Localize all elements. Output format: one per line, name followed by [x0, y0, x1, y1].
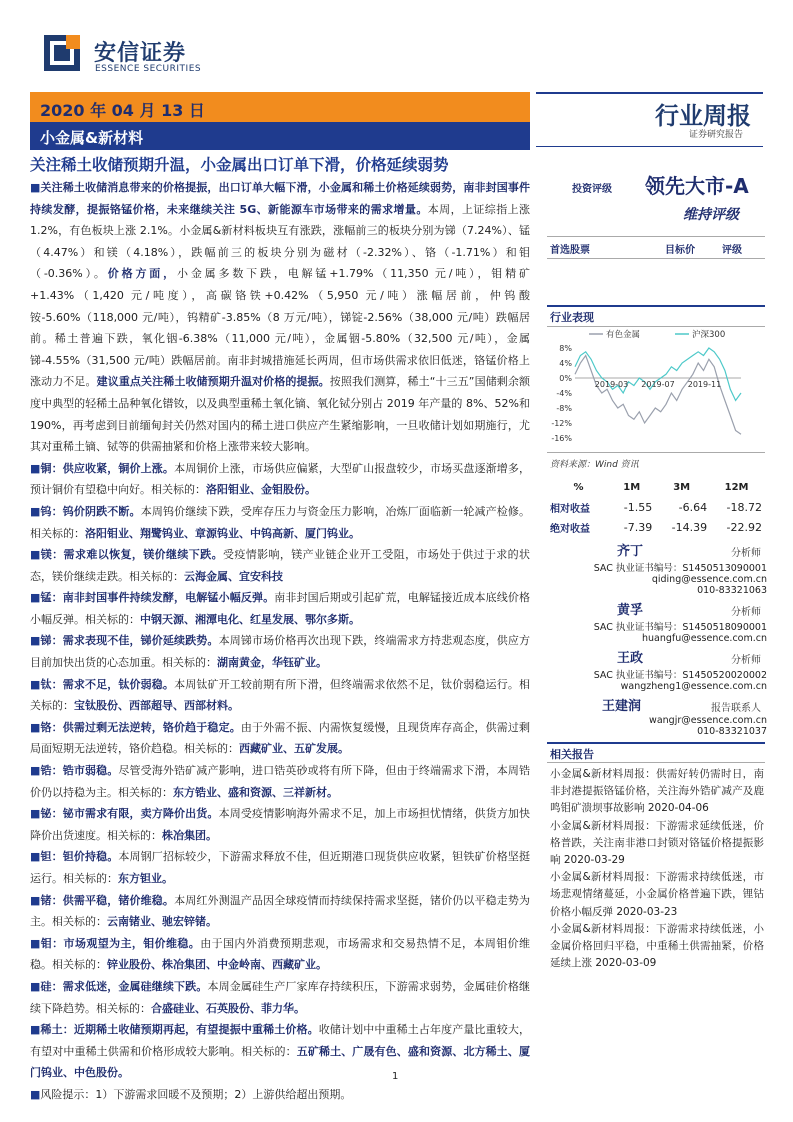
- sector-name: 小金属&新材料: [40, 129, 144, 147]
- paragraph-item: ■钼：市场观望为主，钼价维稳。由于国内外消费预期悲观，市场需求和交易热情不足，本周钼价维稳。相关标的：锌业股份、株冶集团、中金岭南、西藏矿业。: [30, 936, 530, 972]
- paragraph-item: ■硅：需求低迷，金属硅继续下跌。本周金属硅生产厂家库存持续积压，下游需求弱势，金属硅价格继续下降趋势。相关标的：合盛硅业、石英股份、菲力华。: [30, 979, 530, 1015]
- legend-label: 有色金属: [606, 330, 641, 340]
- table-cell: 绝对收益: [550, 523, 590, 535]
- square-bullet-icon: ■: [30, 181, 41, 194]
- y-tick-label: -16%: [551, 434, 572, 443]
- analyst-cert: SAC 执业证书编号：S1450518090001: [593, 622, 767, 633]
- analyst-email[interactable]: wangjr@essence.com.cn: [649, 715, 767, 726]
- analyst-name: 王政: [617, 651, 644, 666]
- divider: [547, 742, 765, 744]
- analyst-block: [547, 540, 767, 737]
- performance-chart: [545, 326, 767, 451]
- related-report-link[interactable]: 小金属&新材料周报：下游需求延续低迷，价格普跌，关注南非港口封锁对铬锰价格提振影响 2020-03-29: [550, 819, 764, 867]
- analyst-name: 齐丁: [617, 544, 644, 559]
- analyst-cert: SAC 执业证书编号：S1450513090001: [593, 563, 767, 574]
- performance-table: [548, 477, 764, 537]
- divider: [547, 236, 765, 237]
- paragraph-item: ■铬：供需过剩无法逆转，铬价趋于稳定。由于外需不振、内需恢复缓慢，且现货库存高企，供需过剩局面短期无法逆转，铬价趋稳。相关标的：西藏矿业、五矿发展。: [30, 720, 531, 756]
- report-type: 行业周报: [655, 102, 751, 130]
- paragraph-item: ■钽：钽价持稳。本周钢厂招标较少，下游需求释放不佳，但近期港口现货供应收紧，钽铁矿价格坚挺运行。相关标的：东方钽业。: [30, 850, 530, 885]
- x-tick-label: 2019-03: [594, 380, 629, 389]
- chart-source: 资料来源：Wind 资讯: [550, 460, 639, 470]
- rating-value: 领先大市-A: [645, 174, 749, 198]
- square-bullet-icon: ■: [30, 461, 41, 475]
- square-bullet-icon: ■: [30, 850, 41, 864]
- divider: [547, 258, 765, 259]
- divider: [547, 452, 765, 453]
- square-bullet-icon: ■: [30, 677, 41, 691]
- analyst-email[interactable]: huangfu@essence.com.cn: [641, 633, 767, 644]
- logo-text-en: ESSENCE SECURITIES: [95, 64, 202, 74]
- table-row: [548, 477, 764, 497]
- paragraph-item: ■钛：需求不足，钛价弱稳。本周钛矿开工较前期有所下滑，但终端需求依然不足，钛价弱稳运行。相关标的：宝钛股份、西部超导、西部材料。: [30, 677, 531, 713]
- related-title: 相关报告: [550, 748, 594, 761]
- table-row: [548, 497, 764, 517]
- table-row: [548, 517, 764, 537]
- square-bullet-icon: ■: [30, 591, 41, 605]
- divider: [547, 305, 765, 307]
- report-body: [30, 177, 530, 1106]
- paragraph-summary: ■关注稀土收储消息带来的价格提振，出口订单大幅下滑，小金属和稀土价格延续弱势，南非封国事件持续发酵，提振铬锰价格，未来继续关注 5G、新能源车市场带来的需求增量。本周，上证综指上涨 1.2%，有色板块上涨 2.1%。小金属&新材料板块互有涨跌，涨幅前三的板块分别为锑（7.24%）、锰（4.47%）和镁（4.18%），跌幅前三的板块分别为磁材（-2.32%）、铬（-1.71%）和钼（-0.36%）。价格方面，小金属多数下跌，电解锰+1.79%（11,350 元/吨），钼精矿+1.43%（1,420 元/吨度），高碳铬铁+0.42%（5,950 元/吨）涨幅居前，仲钨酸铵-5.60%（118,000 元/吨），钨精矿-3.85%（8 万元/吨），锑锭-2.56%（38,000 元/吨）跌幅居前。稀土普遍下跌，氧化铟-6.38%（11,000 元/吨），金属铟-5.80%（32,500 元/吨），金属锑-4.55%（31,500 元/吨）跌幅居前。南非封城措施延长两周，但市场供需求依旧低迷，铬锰价格上涨动力不足。建议重点关注稀土收储预期升温对价格的提振。按照我们测算，稀土“十三五”国储剩余额度中典型的轻稀土品种氧化镨钕，以及典型重稀土氧化镝、氧化铽分别占 2019 年产量的 8%、52%和 190%，再考虑到目前缅甸封关仍然对国内的稀土进口供应产生紧缩影响，一旦收储计划如期施行，尤其对重稀土镝、铽等的供需抽紧和价格上涨带来较大影响。: [30, 181, 531, 454]
- square-bullet-icon: ■: [30, 764, 41, 778]
- related-report-link[interactable]: 小金属&新材料周报：下游需求持续低迷，市场悲观情绪蔓延，小金属价格普遍下跌，锂钴价格小幅反弹 2020-03-23: [550, 871, 764, 918]
- divider: [536, 92, 763, 94]
- paragraph-item: ■锑：需求表现不佳，锑价延续跌势。本周锑市场价格再次出现下跌，终端需求方持悲观态度，供应方目前加快出货的心态加重。相关标的：湖南黄金，华钰矿业。: [30, 634, 531, 670]
- picks-col-target: 目标价: [665, 245, 695, 256]
- table-cell: -1.55: [623, 500, 653, 514]
- analyst-role: 分析师: [731, 655, 761, 666]
- related-report-link[interactable]: 小金属&新材料周报：供需好转仍需时日，南非封港提振铬锰价格，关注海外锆矿减产及鹿鸣钼矿溃坝事故影响 2020-04-06: [550, 768, 764, 815]
- square-bullet-icon: ■: [30, 634, 41, 648]
- risk-warning: ■风险提示：1）下游需求回暖不及预期；2）上游供给超出预期。: [30, 1087, 352, 1101]
- rating-label: 投资评级: [572, 184, 612, 195]
- square-bullet-icon: ■: [30, 1023, 41, 1037]
- legend-label: 沪深300: [692, 330, 726, 340]
- divider: [547, 762, 765, 763]
- table-header: 3M: [673, 481, 691, 493]
- rating-status: 维持评级: [683, 207, 739, 223]
- y-tick-label: 8%: [559, 344, 572, 353]
- paragraph-item: ■镁：需求难以恢复，镁价继续下跌。受疫情影响，镁产业链企业开工受阻，市场处于供过于求的状态，镁价继续走跌。相关标的：云海金属、宜安科技: [30, 548, 531, 583]
- paragraph-item: ■锆：锆市弱稳。尽管受海外锆矿减产影响，进口锆英砂或将有所下降，但由于终端需求下滑，本周锆价仍以持稳为主。相关标的：东方锆业、盛和资源、三祥新材。: [30, 764, 530, 799]
- y-tick-label: -12%: [551, 419, 572, 428]
- analyst-role: 报告联系人: [711, 703, 761, 714]
- square-bullet-icon: ■: [30, 1087, 41, 1101]
- x-tick-label: 2019-07: [641, 380, 675, 389]
- square-bullet-icon: ■: [30, 979, 41, 993]
- report-subtype: 证券研究报告: [689, 130, 744, 140]
- analyst-email[interactable]: qiding@essence.com.cn: [651, 574, 767, 585]
- table-cell: -6.64: [678, 500, 708, 514]
- picks-col-rating: 评级: [722, 245, 742, 256]
- y-tick-label: 0%: [559, 374, 572, 383]
- report-date: 2020 年 04 月 13 日: [40, 101, 205, 120]
- y-tick-label: -4%: [556, 389, 572, 398]
- table-cell: 相对收益: [550, 503, 590, 515]
- analyst-phone: 010-83321037: [697, 726, 767, 737]
- y-tick-label: 4%: [559, 359, 572, 368]
- table-header: 12M: [724, 481, 749, 493]
- page-number: 1: [392, 1071, 399, 1082]
- square-bullet-icon: ■: [30, 807, 41, 821]
- paragraph-item: ■铋：铋市需求有限，卖方降价出货。本周受疫情影响海外需求不足，加上市场担忧情绪，供货方加快降价出货速度。相关标的：株冶集团。: [30, 807, 531, 842]
- table-header: 1M: [623, 481, 641, 493]
- analyst-email[interactable]: wangzheng1@essence.com.cn: [620, 681, 767, 692]
- table-header: %: [573, 481, 584, 493]
- square-bullet-icon: ■: [30, 893, 41, 907]
- x-tick-label: 2019-11: [687, 380, 722, 389]
- table-cell: -7.39: [623, 520, 653, 534]
- y-tick-label: -8%: [556, 404, 572, 413]
- analyst-cert: SAC 执业证书编号：S1450520020002: [593, 670, 767, 681]
- analyst-phone: 010-83321063: [697, 585, 767, 596]
- table-cell: -18.72: [726, 500, 762, 514]
- related-report-link[interactable]: 小金属&新材料周报：下游需求持续低迷，小金属价格回归平稳，中重稀土供需抽紧，价格延续上涨 2020-03-09: [550, 922, 764, 970]
- series-line-0: [575, 356, 741, 435]
- analyst-name: 黄孚: [617, 603, 644, 618]
- square-bullet-icon: ■: [30, 548, 41, 562]
- headline: 关注稀土收储预期升温，小金属出口订单下滑，价格延续弱势: [30, 156, 449, 174]
- analyst-role: 分析师: [731, 548, 761, 559]
- divider: [536, 146, 763, 147]
- analyst-role: 分析师: [731, 607, 761, 618]
- square-bullet-icon: ■: [30, 504, 41, 518]
- essence-logo-icon: [44, 35, 80, 71]
- table-cell: -22.92: [726, 520, 762, 534]
- picks-col-stock: 首选股票: [550, 245, 590, 256]
- related-reports: [550, 766, 764, 972]
- paragraph-item: ■锗：供需平稳，锗价维稳。本周红外测温产品因全球疫情而持续保持需求坚挺，锗价仍以平稳走势为主。相关标的：云南锗业、驰宏锌锗。: [30, 893, 531, 929]
- square-bullet-icon: ■: [30, 936, 41, 950]
- paragraph-item: ■稀土：近期稀土收储预期再起，有望提振中重稀土价格。收储计划中中重稀土占年度产量比重较大，有望对中重稀土供需和价格形成较大影响。相关标的：五矿稀土、广晟有色、盛和资源、北方稀土、厦门钨业、中色股份。: [30, 1023, 531, 1080]
- paragraph-item: ■钨：钨价阴跌不断。本周钨价继续下跌，受库存压力与资金压力影响，冶炼厂面临新一轮减产检修。相关标的：洛阳钼业、翔鹭钨业、章源钨业、中钨高新、厦门钨业。: [30, 504, 531, 540]
- paragraph-item: ■锰：南非封国事件持续发酵，电解锰小幅反弹。南非封国后期或引起矿荒，电解锰接近成本底线价格小幅反弹。相关标的：中钢天源、湘潭电化、红星发展、鄂尔多斯。: [30, 591, 530, 626]
- analyst-name: 王建润: [602, 699, 642, 714]
- table-cell: -14.39: [671, 520, 708, 534]
- square-bullet-icon: ■: [30, 720, 41, 734]
- performance-title: 行业表现: [550, 311, 594, 324]
- logo-text-cn: 安信证券: [94, 41, 187, 66]
- paragraph-item: ■铜：供应收紧，铜价上涨。本周铜价上涨，市场供应偏紧，大型矿山报盘较少，市场买盘逐渐增多，预计铜价有望稳中向好。相关标的：洛阳钼业、金钼股份。: [30, 461, 531, 497]
